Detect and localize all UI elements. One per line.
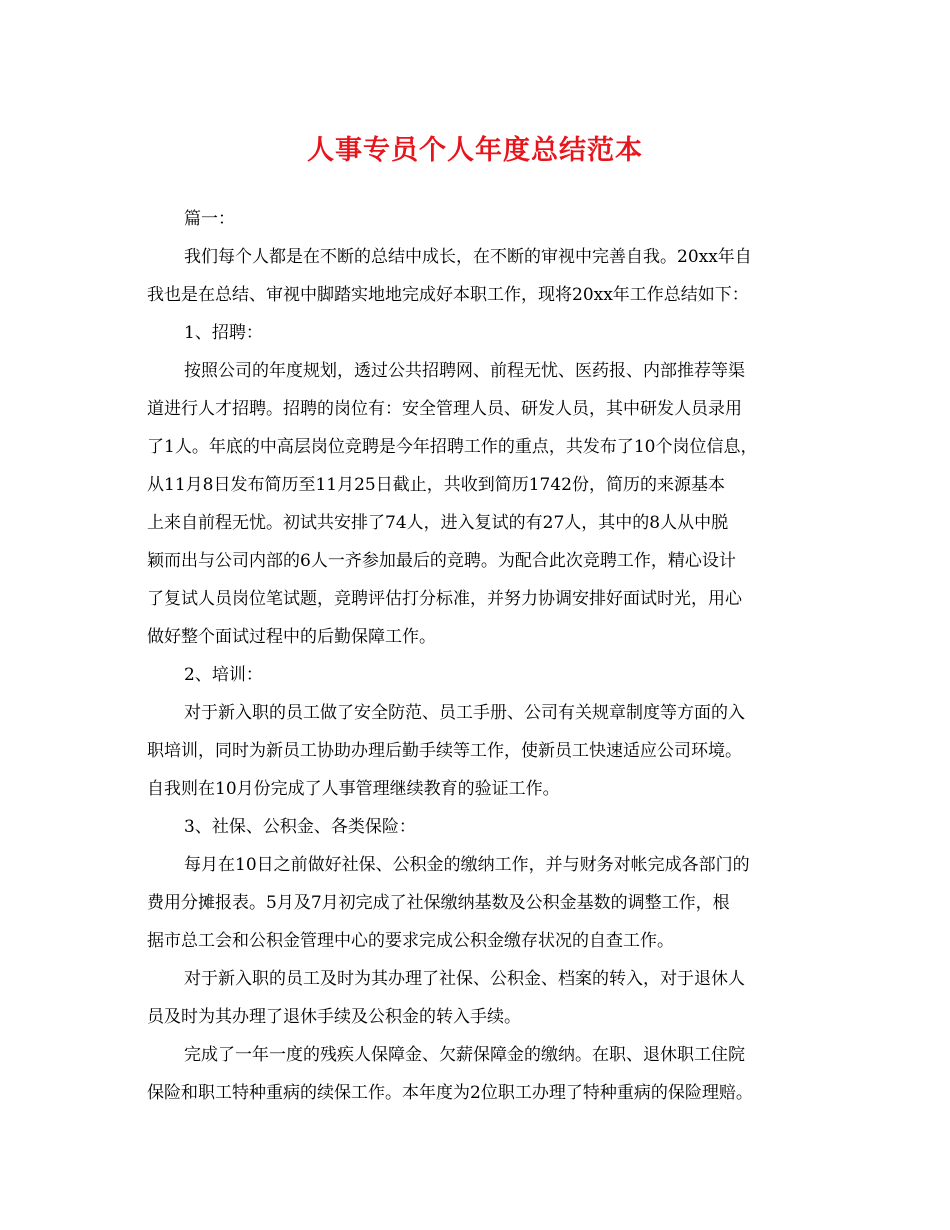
paragraph-line: 按照公司的年度规划，透过公共招聘网、前程无忧、医药报、内部推荐等渠	[184, 361, 745, 381]
paragraph-line: 职培训，同时为新员工协助办理后勤手续等工作，使新员工快速适应公司环境。	[147, 741, 742, 761]
paragraph-line: 道进行人才招聘。招聘的岗位有：安全管理人员、研发人员，其中研发人员录用	[147, 399, 742, 419]
document-title: 人事专员个人年度总结范本	[307, 135, 643, 166]
paragraph-line: 上来自前程无忧。初试共安排了74人，进入复试的有27人，其中的8人从中脱	[147, 513, 729, 533]
paragraph-line: 了1人。年底的中高层岗位竞聘是今年招聘工作的重点，共发布了10个岗位信息，	[147, 437, 758, 457]
section-label: 篇一：	[184, 209, 235, 229]
paragraph-line: 每月在10日之前做好社保、公积金的缴纳工作，并与财务对帐完成各部门的	[184, 855, 750, 875]
paragraph-line: 保险和职工特种重病的续保工作。本年度为2位职工办理了特种重病的保险理赔。	[147, 1083, 753, 1103]
section-heading: 1、招聘：	[184, 323, 263, 343]
paragraph-line: 对于新入职的员工做了安全防范、员工手册、公司有关规章制度等方面的入	[184, 703, 745, 723]
paragraph-line: 据市总工会和公积金管理中心的要求完成公积金缴存状况的自查工作。	[147, 931, 674, 951]
paragraph-line: 员及时为其办理了退休手续及公积金的转入手续。	[147, 1007, 521, 1027]
paragraph-line: 从11月8日发布简历至11月25日截止，共收到简历1742份，简历的来源基本	[147, 475, 725, 495]
section-heading: 3、社保、公积金、各类保险：	[184, 817, 416, 837]
paragraph-line: 费用分摊报表。5月及7月初完成了社保缴纳基数及公积金基数的调整工作，根	[147, 893, 730, 913]
paragraph-line: 对于新入职的员工及时为其办理了社保、公积金、档案的转入，对于退休人	[184, 969, 745, 989]
paragraph-line: 自我则在10月份完成了人事管理继续教育的验证工作。	[147, 779, 560, 799]
paragraph-line: 完成了一年一度的残疾人保障金、欠薪保障金的缴纳。在职、退休职工住院	[184, 1045, 745, 1065]
paragraph-line: 做好整个面试过程中的后勤保障工作。	[147, 627, 436, 647]
paragraph-line: 我也是在总结、审视中脚踏实地地完成好本职工作，现将20xx年工作总结如下：	[147, 285, 749, 305]
paragraph-line: 颖而出与公司内部的6人一齐参加最后的竞聘。为配合此次竞聘工作，精心设计	[147, 551, 736, 571]
paragraph-line: 了复试人员岗位笔试题，竞聘评估打分标准，并努力协调安排好面试时光，用心	[147, 589, 742, 609]
section-heading: 2、培训：	[184, 665, 263, 685]
paragraph-line: 我们每个人都是在不断的总结中成长，在不断的审视中完善自我。20xx年自	[184, 247, 752, 267]
